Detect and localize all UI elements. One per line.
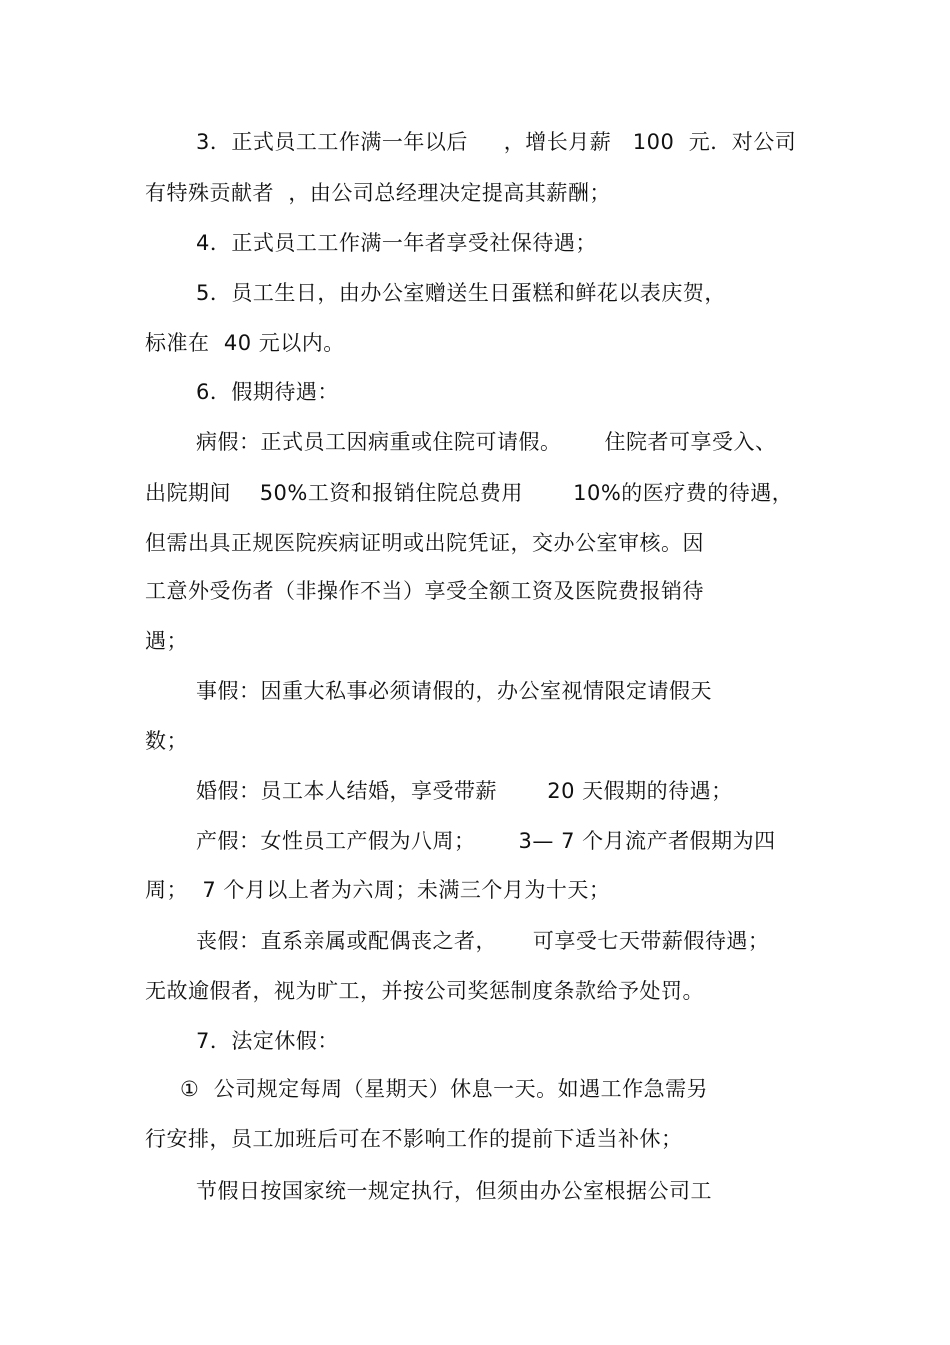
text-line-1: 3．正式员工工作满一年以后 ，增长月薪 100 元．对公司 <box>196 130 797 154</box>
text-line-21: 行安排，员工加班后可在不影响工作的提前下适当补休； <box>145 1127 683 1151</box>
text-line-12: 事假：因重大私事必须请假的，办公室视情限定请假天 <box>196 679 712 703</box>
text-line-3: 4．正式员工工作满一年者享受社保待遇； <box>196 231 597 255</box>
text-line-4: 5．员工生日，由办公室赠送生日蛋糕和鲜花以表庆贺， <box>196 281 726 305</box>
text-line-15: 产假：女性员工产假为八周； 3— 7 个月流产者假期为四 <box>196 829 776 853</box>
text-line-18: 无故逾假者，视为旷工，并按公司奖惩制度条款给予处罚。 <box>145 979 704 1003</box>
text-line-8: 出院期间 50%工资和报销住院总费用 10%的医疗费的待遇， <box>145 481 794 505</box>
text-line-13: 数； <box>145 729 188 753</box>
text-line-2: 有特殊贡献者 ，由公司总经理决定提高其薪酬； <box>145 181 611 205</box>
text-line-14: 婚假：员工本人结婚，享受带薪 20 天假期的待遇； <box>196 779 733 803</box>
text-line-7: 病假：正式员工因病重或住院可请假。 住院者可享受入、 <box>196 430 777 454</box>
text-line-19: 7．法定休假： <box>196 1029 339 1053</box>
text-line-20: ① 公司规定每周（星期天）休息一天。如遇工作急需另 <box>180 1077 709 1101</box>
text-line-5: 标准在 40 元以内。 <box>145 331 345 355</box>
text-line-16: 周； 7 个月以上者为六周；未满三个月为十天； <box>145 878 611 902</box>
text-line-17: 丧假：直系亲属或配偶丧之者， 可享受七天带薪假待遇； <box>196 929 770 953</box>
text-line-9: 但需出具正规医院疾病证明或出院凭证，交办公室审核。因 <box>145 531 704 555</box>
text-line-22: 节假日按国家统一规定执行，但须由办公室根据公司工 <box>196 1179 712 1203</box>
text-line-6: 6．假期待遇： <box>196 380 339 404</box>
text-line-10: 工意外受伤者（非操作不当）享受全额工资及医院费报销待 <box>145 579 704 603</box>
text-line-11: 遇； <box>145 629 188 653</box>
